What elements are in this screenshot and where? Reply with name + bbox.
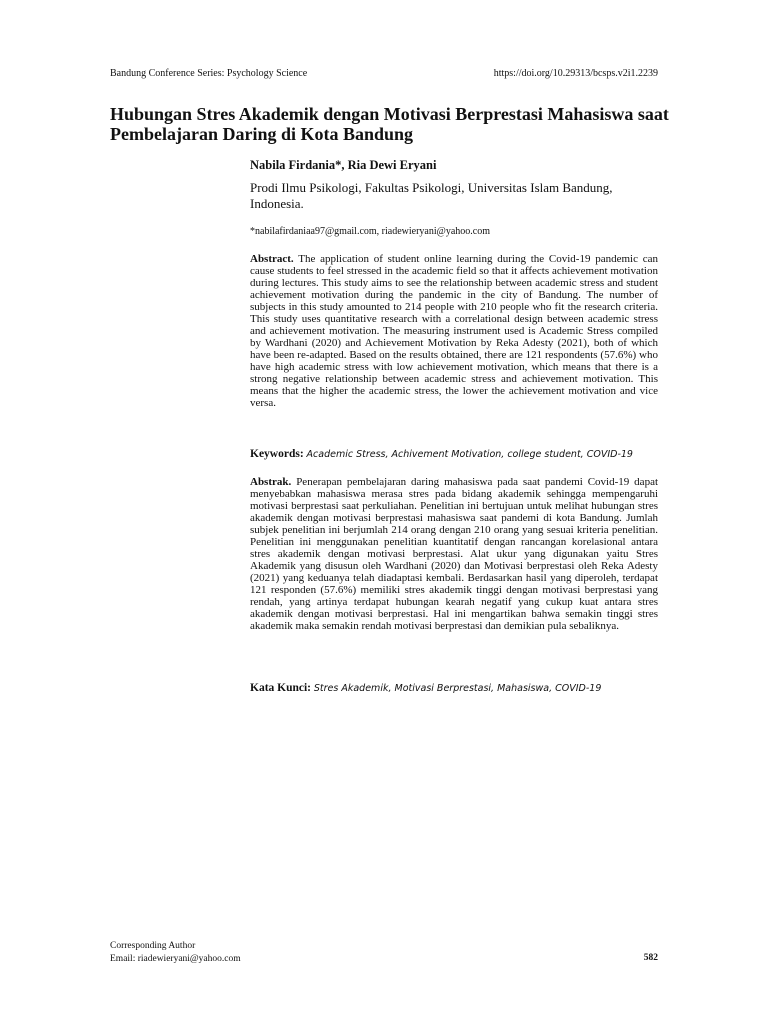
kata-kunci-text: Stres Akademik, Motivasi Berprestasi, Mahasiswa, COVID-19: [313, 683, 602, 694]
abstract-english: [250, 253, 658, 409]
keywords-label: Keywords:: [250, 448, 304, 460]
keywords-indonesian: [250, 682, 658, 694]
abstract-text: The application of student online learning during the Covid-19 pandemic can cause students to feel stressed in the academic field so that it affects achievement motivation during lectures. This study aims to see the relationship between academic stress and student achievement motivation during the pandemic in the city of Bandung. The number of subjects in this study amounted to 214 people with 210 people who fit the research criteria. This study uses quantitative research with a correlational design between academic stress and achievement motivation. The measuring instrument used is Academic Stress compiled by Wardhani (2020) and Achievement Motivation by Reka Adesty (2021), both of which have been re-adapted. Based on the results obtained, there are 121 respondents (57.6%) who have high academic stress with low achievement motivation, which means that there is a strong negative relationship between academic stress and achievement motivation. This means that the higher the academic stress, the lower the achievement motivation and vice versa.: [250, 253, 658, 409]
abstrak-text: Penerapan pembelajaran daring mahasiswa pada saat pandemi Covid-19 dapat menyebabkan mahasiswa merasa stres pada bidang akademik sehingga mempengaruhi motivasi berprestasi saat perkuliahan. Penelitian ini bertujuan untuk melihat hubungan stres akademik dengan motivasi berprestasi mahasiswa saat pandemi di kota Bandung. Jumlah subjek penelitian ini berjumlah 214 orang dengan 210 orang yang sesuai kriteria penelitian. Penelitian ini menggunakan penelitian kuantitatif dengan rancangan korelasional antara stres akademik dengan motivasi berprestasi. Alat ukur yang digunakan yaitu Stres Akademik yang disusun oleh Wardhani (2020) dan Motivasi berprestasi oleh Reka Adesty (2021) yang keduanya telah diadaptasi kembali. Berdasarkan hasil yang diperoleh, terdapat 121 responden (57.6%) memiliki stres akademik tinggi dengan motivasi berprestasi yang rendah, yang artinya terdapat hubungan kearah negatif yang cukup kuat antara stres akademik dengan motivasi berprestasi. Hal ini mengartikan bahwa semakin tinggi stres akademik maka semakin rendah motivasi berprestasi dan demikian pula sebaliknya.: [250, 476, 659, 632]
affiliation: Prodi Ilmu Psikologi, Fakultas Psikologi, Universitas Islam Bandung, Indonesia.: [250, 180, 613, 211]
doi-link[interactable]: https://doi.org/10.29313/bcsps.v2i1.2239: [493, 68, 658, 79]
abstract-indonesian: [250, 476, 658, 632]
journal-name: Bandung Conference Series: Psychology Science: [110, 68, 308, 79]
page-number: 582: [643, 953, 658, 963]
author-emails: *nabilafirdaniaa97@gmail.com, riadewieryani@yahoo.com: [250, 226, 490, 237]
keywords-english: [250, 448, 658, 460]
abstract-label: Abstract.: [250, 253, 294, 265]
keywords-text: Academic Stress, Achivement Motivation, college student, COVID-19: [306, 449, 633, 460]
abstrak-label: Abstrak.: [250, 476, 292, 488]
paper-title: Hubungan Stres Akademik dengan Motivasi Berprestasi Mahasiswa saat Pembelajaran Daring di Kota Bandung: [110, 104, 669, 144]
authors: Nabila Firdania*, Ria Dewi Eryani: [250, 158, 437, 172]
corresponding-author-label: Corresponding Author: [110, 941, 196, 951]
corresponding-email: Email: riadewieryani@yahoo.com: [110, 954, 241, 964]
kata-kunci-label: Kata Kunci:: [250, 682, 312, 694]
